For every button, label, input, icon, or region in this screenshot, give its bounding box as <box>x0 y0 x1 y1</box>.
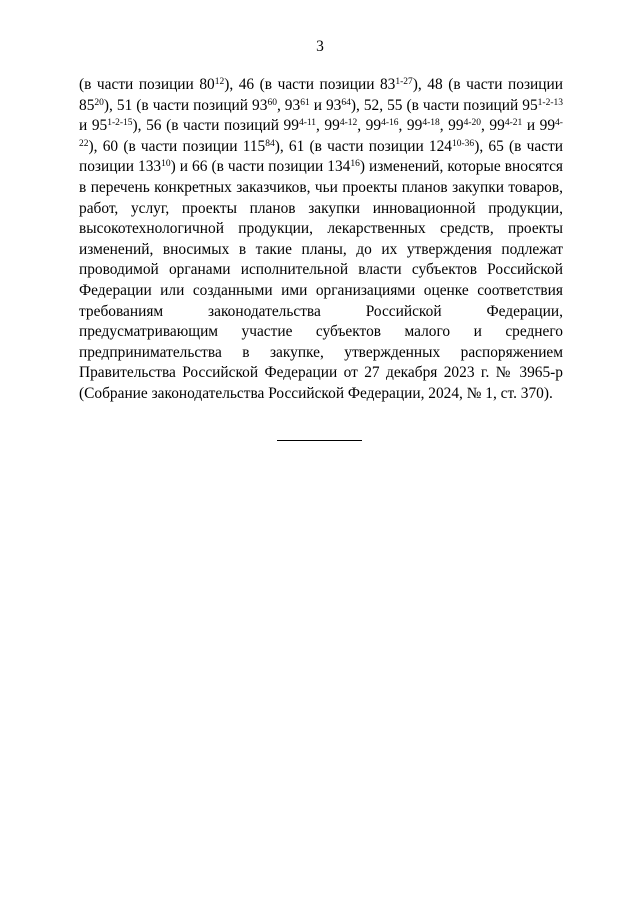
text-run: ) и 66 (в части позиции 134 <box>170 158 351 176</box>
text-run: , 99 <box>398 117 423 135</box>
superscript-index: 61 <box>300 97 310 108</box>
superscript-index: 4-21 <box>504 118 523 129</box>
superscript-index: 10 <box>161 159 171 170</box>
text-run: ), 51 (в части позиций 93 <box>103 96 268 114</box>
superscript-index: 1-2-15 <box>107 118 133 129</box>
text-run: и 95 <box>79 117 108 135</box>
superscript-index: 64 <box>341 97 351 108</box>
superscript-index: 4-18 <box>422 118 440 129</box>
body-paragraph <box>79 75 563 405</box>
text-run: ), 65 (в части позиции 133 <box>79 137 563 176</box>
text-run: и 93 <box>309 96 342 114</box>
superscript-index: 4-20 <box>463 118 481 129</box>
text-run: ), 46 (в части позиции 83 <box>224 76 396 93</box>
text-run: ), 60 (в части позиции 115 <box>88 137 266 155</box>
text-run: ), 61 (в части позиции 124 <box>274 137 453 155</box>
text-run: , 93 <box>276 96 301 114</box>
superscript-index: 60 <box>267 97 277 108</box>
superscript-index: 20 <box>94 97 104 108</box>
superscript-index: 4-12 <box>339 118 358 129</box>
text-run: ), 48 (в части позиции 85 <box>79 76 563 114</box>
superscript-index: 16 <box>350 159 360 170</box>
superscript-index: 10-36 <box>452 138 475 149</box>
superscript-index: 12 <box>214 77 225 87</box>
text-run: , 99 <box>357 117 382 135</box>
superscript-index: 1-27 <box>395 77 413 87</box>
text-run: ), 52, 55 (в части позиций 95 <box>350 96 538 114</box>
text-run: ) изменений, которые вносятся в перечень конкретных заказчиков, чьи проекты планов закупки товаров, работ, услуг, проекты планов закупки инновационной продукции, высокотехнологичной продукции, лекарственных средств, проекты изменений, вносимых в такие планы, до их утверждения подлежат проводимой органами исполнительной власти субъектов Российской Федерации или созданными ими организациями оценке соответствия требованиям законодательства Российской Федерации, предусматривающим участие субъектов малого и среднего предпринимательства в закупке, утвержденных распоряжением Правительства Российской Федерации от 27 декабря 2023 г. № 3965-р (Собрание законодательства Российской Федерации, 2024, № 1, ст. 370). <box>79 158 564 402</box>
page-number: 3 <box>316 38 324 55</box>
superscript-index: 4-11 <box>298 118 316 129</box>
closing-divider-line <box>277 440 362 441</box>
superscript-index: 4-16 <box>381 118 399 129</box>
text-run: (в части позиции 80 <box>79 76 215 93</box>
text-run: ), 56 (в части позиций 99 <box>132 117 299 135</box>
superscript-index: 84 <box>265 138 275 149</box>
text-run: , 99 <box>481 117 505 135</box>
text-run: и 99 <box>522 117 556 135</box>
superscript-index: 4-22 <box>79 118 563 149</box>
text-run: , 99 <box>316 117 340 135</box>
superscript-index: 1-2-13 <box>537 97 563 108</box>
text-run: , 99 <box>439 117 464 135</box>
